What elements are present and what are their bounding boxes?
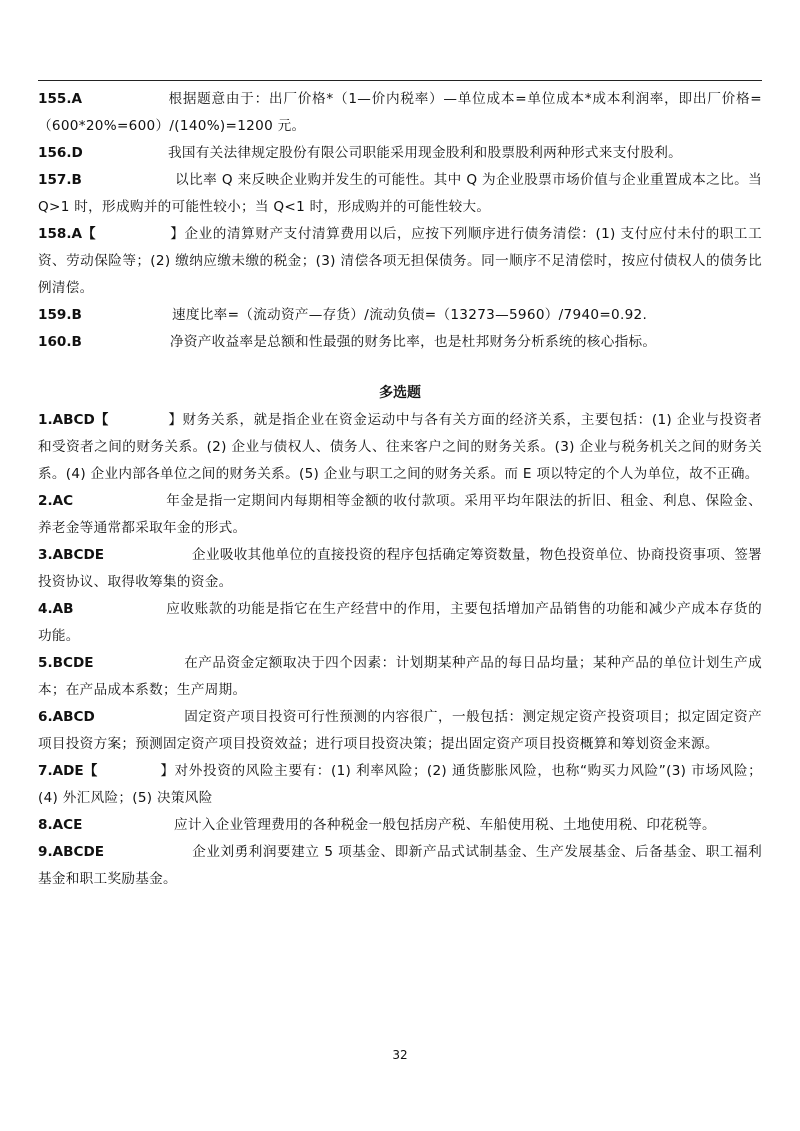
answer-entry-m7	[38, 758, 762, 812]
answer-key: 1.ABCD【	[38, 412, 109, 428]
answer-entry-m1	[38, 407, 762, 488]
header-rule	[38, 80, 762, 81]
section-title-multiple-choice: 多选题	[379, 385, 421, 401]
answer-explanation: 】对外投资的风险主要有：(1) 利率风险；(2) 通货膨胀风险，也称“购买力风险”(3) 市场风险；(4) 外汇风险；(5) 决策风险	[38, 763, 762, 806]
answer-key: 156.D	[38, 145, 83, 161]
answer-explanation: 企业吸收其他单位的直接投资的程序包括确定筹资数量，物色投资单位、协商投资事项、签署投资协议、取得收筹集的资金。	[38, 547, 762, 590]
answer-explanation: 根据题意由于：出厂价格*（1—价内税率）—单位成本=单位成本*成本利润率，即出厂价格=（600*20%=600）/(140%)=1200 元。	[38, 91, 762, 134]
answer-explanation: 净资产收益率是总额和性最强的财务比率，也是杜邦财务分析系统的核心指标。	[170, 334, 657, 350]
page-number: 32	[392, 1048, 408, 1062]
answer-key: 6.ABCD	[38, 709, 95, 725]
answer-explanation: 以比率 Q 来反映企业购并发生的可能性。其中 Q 为企业股票市场价值与企业重置成本之比。当 Q>1 时，形成购并的可能性较小；当 Q<1 时，形成购并的可能性较大。	[38, 172, 762, 215]
answer-explanation: 速度比率=（流动资产—存货）/流动负债=（13273—5960）/7940=0.92.	[172, 307, 648, 323]
answer-explanation: 年金是指一定期间内每期相等金额的收付款项。采用平均年限法的折旧、租金、利息、保险金、养老金等通常都采取年金的形式。	[38, 493, 762, 536]
answer-entry-158	[38, 221, 762, 302]
answer-entry-m9	[38, 839, 762, 893]
answer-entry-m2	[38, 488, 762, 542]
answer-key: 155.A	[38, 91, 83, 107]
answer-entry-m6	[38, 704, 762, 758]
answer-entry-155	[38, 86, 762, 140]
answer-entry-160	[38, 329, 762, 356]
answer-key: 3.ABCDE	[38, 547, 105, 563]
answer-key: 5.BCDE	[38, 655, 94, 671]
answer-explanation: 在产品资金定额取决于四个因素：计划期某种产品的每日品均量；某种产品的单位计划生产成本；在产品成本系数；生产周期。	[38, 655, 762, 698]
answer-explanation: 固定资产项目投资可行性预测的内容很广，一般包括：测定规定资产投资项目；拟定固定资产项目投资方案；预测固定资产项目投资效益；进行项目投资决策；提出固定资产项目投资概算和筹划资金来源。	[38, 709, 762, 752]
answer-key: 4.AB	[38, 601, 74, 617]
answer-entry-m5	[38, 650, 762, 704]
answer-key: 158.A【	[38, 226, 96, 242]
answer-explanation: 应收账款的功能是指它在生产经营中的作用，主要包括增加产品销售的功能和减少产成本存货的功能。	[38, 601, 762, 644]
answer-key: 2.AC	[38, 493, 74, 509]
answer-key: 8.ACE	[38, 817, 83, 833]
answer-entry-m3	[38, 542, 762, 596]
answer-key: 9.ABCDE	[38, 844, 105, 860]
answer-key: 157.B	[38, 172, 82, 188]
answer-entry-m8	[38, 812, 762, 839]
answer-list	[38, 86, 762, 893]
answer-key: 159.B	[38, 307, 82, 323]
answer-key: 160.B	[38, 334, 82, 350]
answer-entry-157	[38, 167, 762, 221]
answer-explanation: 】企业的清算财产支付清算费用以后，应按下列顺序进行债务清偿：(1) 支付应付未付的职工工资、劳动保险等；(2) 缴纳应缴未缴的税金；(3) 清偿各项无担保债务。同一顺序不足清偿时，按应付债权人的债务比例清偿。	[38, 226, 762, 296]
answer-entry-159	[38, 302, 762, 329]
answer-explanation: 】财务关系，就是指企业在资金运动中与各有关方面的经济关系，主要包括：(1) 企业与投资者和受资者之间的财务关系。(2) 企业与债权人、债务人、往来客户之间的财务关系。(3) 企业与税务机关之间的财务关系。(4) 企业内部各单位之间的财务关系。(5) 企业与职工之间的财务关系。而 E 项以特定的个人为单位，故不正确。	[38, 412, 762, 482]
answer-entry-m4	[38, 596, 762, 650]
answer-key: 7.ADE【	[38, 763, 98, 779]
answer-explanation: 企业刘勇利润要建立 5 项基金、即新产品式试制基金、生产发展基金、后备基金、职工福利基金和职工奖励基金。	[38, 844, 762, 887]
answer-entry-156	[38, 140, 762, 167]
answer-explanation: 应计入企业管理费用的各种税金一般包括房产税、车船使用税、土地使用税、印花税等。	[174, 817, 716, 833]
answer-explanation: 我国有关法律规定股份有限公司职能采用现金股利和股票股利两种形式来支付股利。	[168, 145, 683, 161]
